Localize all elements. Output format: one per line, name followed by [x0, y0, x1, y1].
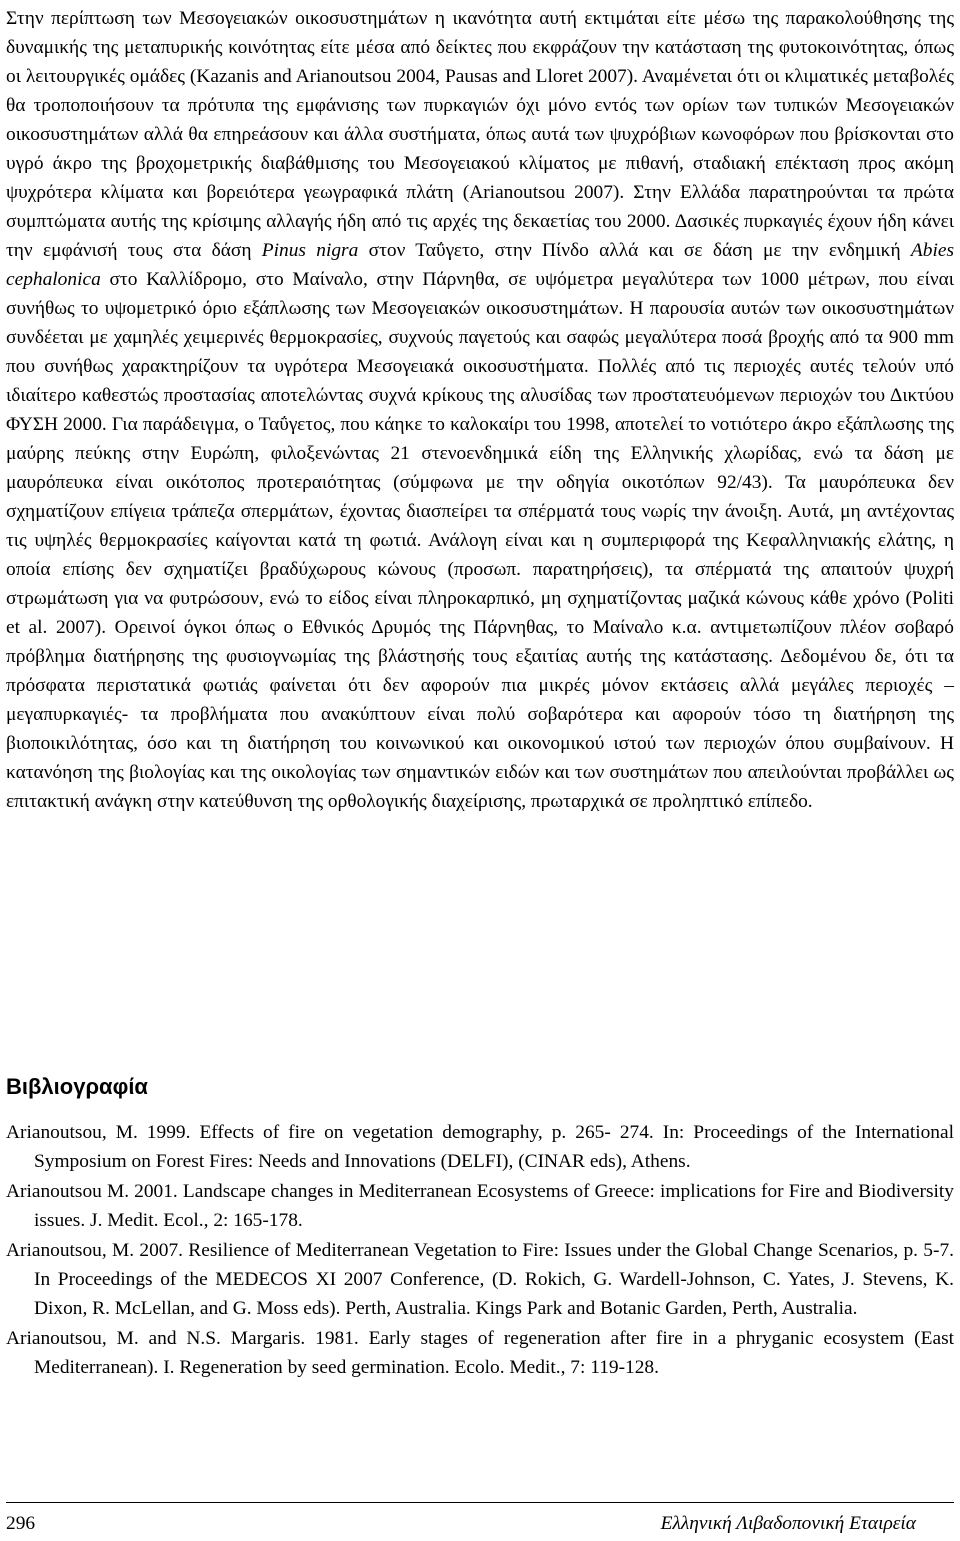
body-text-part-1: Στην περίπτωση των Μεσογειακών οικοσυστημάτων η ικανότητα αυτή εκτιμάται είτε μέσω της παρακολούθησης της δυναμικής της μεταπυρικής κοινότητας είτε μέσα από δείκτες που εκφράζουν την κατάσταση της φυτοκοινότητας, όπως οι λειτουργικές ομάδες (Kazanis and Arianoutsou 2004, Pausas and Lloret 2007). Αναμένεται ότι οι κλιματικές μεταβολές θα τροποποιήσουν τα πρότυπα της εμφάνισης των πυρκαγιών όχι μόνο εντός των ορίων των τυπικών Μεσογειακών οικοσυστημάτων αλλά θα επηρεάσουν και άλλα συστήματα, όπως αυτά των ψυχρόβιων κωνοφόρων που βρίσκονται στο υγρό άκρο της βροχομετρικής διαβάθμισης του Μεσογειακού κλίματος με πιθανή, σταδιακή επέκταση προς ακόμη ψυχρότερα κλίματα και βορειότερα γεωγραφικά πλάτη (Arianoutsou 2007). Στην Ελλάδα παρατηρούνται τα πρώτα συμπτώματα αυτής της κρίσιμης αλλαγής ήδη από τις αρχές της δεκαετίας του 2000. Δασικές πυρκαγιές έχουν ήδη κάνει την εμφάνισή τους στα δάση [6, 8, 954, 261]
journal-name: Ελληνική Λιβαδοπονική Εταιρεία [660, 1513, 916, 1534]
species-name-abies-cephalonica: Abies cephalonica [6, 240, 954, 290]
bibliography-heading: Βιβλιογραφία [6, 1074, 148, 1099]
body-text-part-3: στο Καλλίδρομο, στο Μαίναλο, στην Πάρνηθα, σε υψόμετρα μεγαλύτερα των 1000 μέτρων, που είναι συνήθως το υψομετρικό όριο εξάπλωσης των Μεσογειακών οικοσυστημάτων. Η παρουσία αυτών των οικοσυστημάτων συνδέεται με χαμηλές χειμερινές θερμοκρασίες, συχνούς παγετούς και σαφώς μεγαλύτερα ποσά βροχής από τα 900 mm που συνήθως χαρακτηρίζουν τα υγρότερα Μεσογειακά οικοσυστήματα. Πολλές από τις περιοχές αυτές τελούν υπό ιδιαίτερο καθεστώς προστασίας αποτελώντας συχνά κρίκους της αλυσίδας των προστατευόμενων περιοχών του Δικτύου ΦΥΣΗ 2000. Για παράδειγμα, ο Ταΰγετος, που κάηκε το καλοκαίρι του 1998, αποτελεί το νοτιότερο άκρο εξάπλωσης της μαύρης πεύκης στην Ευρώπη, φιλοξενώντας 21 στενοενδημικά είδη της Ελληνικής χλωρίδας, ενώ τα δάση με μαυρόπευκα είναι οικότοπος προτεραιότητας (σύμφωνα με την οδηγία οικοτόπων 92/43). Τα μαυρόπευκα δεν σχηματίζουν επίγεια τράπεζα σπερμάτων, έχοντας διασπείρει τα σπέρματά τους νωρίς την άνοιξη. Αυτά, μη αντέχοντας τις υψηλές θερμοκρασίες καίγονται κατά τη φωτιά. Ανάλογη είναι και η συμπεριφορά της Κεφαλληνιακής ελάτης, η οποία επίσης δεν σχηματίζει βραδύχωρους κώνους (προσωπ. παρατηρήσεις), τα σπέρματά της απαιτούν ψυχρή στρωμάτωση για να φυτρώσουν, ενώ το είδος είναι πληροκαρπικό, μη σχηματίζοντας μαζικά κώνους κάθε χρόνο (Politi et al. 2007). Ορεινοί όγκοι όπως ο Εθνικός Δρυμός της Πάρνηθας, το Μαίναλο κ.α. αντιμετωπίζουν πλέον σοβαρό πρόβλημα διατήρησης της φυσιογνωμίας της βλάστησής τους εξαιτίας αυτής της κατάστασης. Δεδομένου δε, ότι τα πρόσφατα περιστατικά φωτιάς φαίνεται ότι δεν αφορούν πια μικρές μόνον εκτάσεις αλλά μεγάλες περιοχές – μεγαπυρκαγιές- τα προβλήματα που ανακύπτουν είναι πολύ σοβαρότερα και αφορούν τόσο τη διατήρηση της βιοποικιλότητας, όσο και τη διατήρηση του κοινωνικού και οικονομικού ιστού των περιοχών όπου συμβαίνουν. Η κατανόηση της βιολογίας και της οικολογίας των σημαντικών ειδών και των συστημάτων που απειλούνται προβάλλει ως επιτακτική ανάγκη στην κατεύθυνση της ορθολογικής διαχείρισης, πρωταρχικά σε προληπτικό επίπεδο. [6, 269, 954, 812]
reference-item: Arianoutsou, M. 2007. Resilience of Mediterranean Vegetation to Fire: Issues under the Global Change Scenarios, p. 5-7. In Proceedings of the MEDECOS XI 2007 Conference, (D. Rokich, G. Wardell-Johnson, C. Yates, J. Stevens, K. Dixon, R. McLellan, and G. Moss eds). Perth, Australia. Kings Park and Botanic Garden, Perth, Australia. [6, 1240, 954, 1319]
reference-list [6, 1118, 954, 1383]
body-paragraph [6, 4, 954, 816]
page-number: 296 [6, 1513, 36, 1534]
reference-item: Arianoutsou M. 2001. Landscape changes in Mediterranean Ecosystems of Greece: implications for Fire and Biodiversity issues. J. Medit. Ecol., 2: 165-178. [6, 1181, 954, 1231]
footer-divider [6, 1502, 954, 1503]
species-name-pinus-nigra: Pinus nigra [261, 240, 359, 261]
reference-item: Arianoutsou, M. and N.S. Margaris. 1981. Early stages of regeneration after fire in a phryganic ecosystem (East Mediterranean). I. Regeneration by seed germination. Ecolo. Medit., 7: 119-128. [6, 1328, 954, 1378]
reference-item: Arianoutsou, M. 1999. Effects of fire on vegetation demography, p. 265- 274. In: Proceedings of the International Symposium on Forest Fires: Needs and Innovations (DELFI), (CINAR eds), Athens. [6, 1122, 954, 1172]
body-text-part-2: στον Ταΰγετο, στην Πίνδο αλλά και σε δάση με την ενδημική [358, 240, 911, 261]
